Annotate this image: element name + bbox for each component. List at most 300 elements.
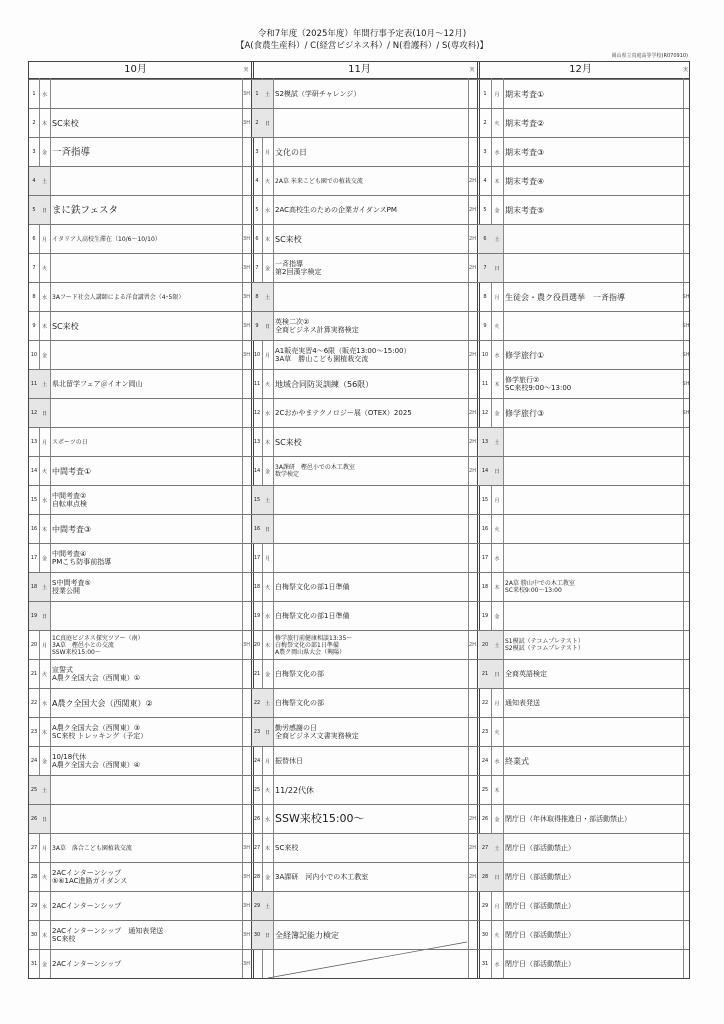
dec-jitsu-mark: [683, 805, 689, 833]
oct-weekday: 日: [39, 602, 50, 630]
jitsu-header-nov: 実: [469, 67, 475, 73]
dec-day-number: 23: [481, 729, 489, 735]
nov-event-text: 2A草 米来こども園での植栽交流: [275, 177, 363, 185]
dec-weekday: 火: [494, 932, 500, 939]
dec-weekday: 月: [494, 497, 500, 504]
nov-event-text: [273, 486, 468, 514]
nov-day-number: 23: [252, 718, 262, 746]
oct-day-number: 16: [30, 526, 38, 532]
oct-weekday: 木: [41, 932, 47, 939]
dec-event-text: 期末考査④: [505, 176, 545, 186]
table-row: [29, 920, 689, 949]
oct-weekday: 金: [41, 961, 47, 968]
oct-weekday: 土: [39, 370, 50, 398]
dec-event-text: 期末考査③: [505, 147, 545, 157]
oct-weekday: 月: [41, 845, 47, 852]
dec-weekday: 水: [494, 149, 500, 156]
nov-event-text: 2Cおかやまテクノロジー展（OTEX）2025: [275, 409, 412, 417]
nov-jitsu-mark: 2H: [469, 874, 476, 880]
schedule-table: [28, 61, 690, 979]
oct-day-number: 22: [30, 700, 38, 706]
table-row: [29, 166, 689, 195]
oct-jitsu-mark: [242, 486, 251, 514]
dec-jitsu-mark: [683, 747, 689, 775]
dec-jitsu-mark: [683, 544, 689, 572]
nov-jitsu-mark: 2H: [469, 468, 476, 474]
dec-weekday: 月: [494, 700, 500, 707]
nov-jitsu-mark: [468, 602, 477, 630]
dec-weekday: 木: [494, 178, 500, 185]
dec-event-text: 修学旅行③: [505, 408, 545, 418]
dec-jitsu-mark: [683, 689, 689, 717]
dec-day-number: 31: [481, 961, 489, 967]
dec-event-text: [503, 428, 683, 456]
oct-day-number: 26: [29, 805, 39, 833]
oct-day-number: 10: [30, 352, 38, 358]
dec-jitsu-mark: [683, 515, 689, 543]
dec-jitsu-mark: [683, 718, 689, 746]
nov-event-text: 文化の日: [275, 147, 307, 157]
dec-event-text: 期末考査②: [505, 118, 545, 128]
table-row: [29, 514, 689, 543]
dec-jitsu-mark: [683, 486, 689, 514]
table-row: [29, 833, 689, 862]
oct-jitsu-mark: [242, 747, 251, 775]
dec-jitsu-mark: [683, 921, 689, 949]
nov-day-number: 7: [255, 265, 259, 271]
oct-day-number: 25: [29, 776, 39, 804]
oct-weekday: 日: [39, 805, 50, 833]
oct-day-number: 20: [30, 642, 38, 648]
nov-day-number: 20: [253, 642, 261, 648]
nov-day-number: 14: [253, 468, 261, 474]
table-row: [29, 108, 689, 137]
oct-jitsu-mark: 3H: [243, 845, 250, 851]
oct-jitsu-mark: [242, 370, 251, 398]
dec-weekday: 日: [491, 457, 503, 485]
nov-day-number: 28: [253, 874, 261, 880]
table-row: [29, 862, 689, 891]
oct-event-text: 中間考査④ PMこち防事前指導: [52, 550, 112, 566]
oct-weekday: 土: [39, 573, 50, 601]
dec-weekday: 金: [494, 613, 500, 620]
dec-weekday: 木: [494, 381, 500, 388]
dec-event-text: 期末考査⑤: [505, 205, 545, 215]
oct-day-number: 15: [30, 497, 38, 503]
nov-weekday: 火: [264, 178, 270, 185]
oct-event-text: 10/18代休 A農ク全国大会（西関東）④: [52, 753, 141, 769]
nov-day-number: 17: [253, 555, 261, 561]
dec-jitsu-mark: [683, 573, 689, 601]
oct-weekday: 水: [41, 497, 47, 504]
oct-weekday: 木: [41, 120, 47, 127]
table-row: [29, 717, 689, 746]
dec-day-number: 9: [483, 323, 487, 329]
oct-event-text: [50, 776, 242, 804]
nov-day-number: 4: [255, 178, 259, 184]
nov-event-text: 地域合同防災訓練（56限）: [275, 379, 374, 389]
month-header-oct: 10月: [124, 64, 147, 75]
oct-day-number: 17: [30, 555, 38, 561]
dec-jitsu-mark: [683, 80, 689, 108]
dec-event-text: 通知表発送: [505, 699, 540, 707]
oct-day-number: 9: [32, 323, 36, 329]
dec-day-number: 25: [481, 787, 489, 793]
oct-weekday: 金: [41, 555, 47, 562]
nov-weekday: 日: [262, 515, 273, 543]
nov-weekday: 金: [264, 671, 270, 678]
dec-jitsu-mark: [683, 196, 689, 224]
nov-weekday: 土: [262, 80, 273, 108]
nov-event-text: 11/22代休: [275, 785, 315, 795]
table-row: [29, 688, 689, 717]
oct-event-text: 2ACインターンシップ ⑤⑥1AC進路ガイダンス: [52, 869, 128, 885]
nov-weekday: 木: [264, 845, 270, 852]
nov-event-text: 白梅祭文化の部1日準備: [275, 612, 350, 620]
dec-event-text: [503, 486, 683, 514]
nov-jitsu-mark: [468, 283, 477, 311]
nov-day-number: 24: [253, 758, 261, 764]
nov-jitsu-mark: 2H: [469, 410, 476, 416]
oct-jitsu-mark: [242, 167, 251, 195]
document-subtitle: 【A(食農生産科）/ C(経営ビジネス科）/ N(看護科）/ S(専攻科)】: [235, 41, 489, 51]
table-row: [29, 891, 689, 920]
nov-weekday: 月: [264, 149, 270, 156]
nov-weekday: 水: [264, 207, 270, 214]
nov-weekday: 木: [264, 439, 270, 446]
nov-event-text: SSW来校15:00～: [275, 812, 365, 825]
nov-event-text: 白梅祭文化の部1日準備: [275, 583, 350, 591]
nov-weekday: 日: [262, 921, 273, 949]
nov-jitsu-mark: [468, 486, 477, 514]
nov-weekday: 月: [264, 758, 270, 765]
dec-weekday: 土: [491, 631, 503, 659]
dec-day-number: 3: [483, 149, 487, 155]
nov-day-number: 29: [252, 892, 262, 920]
oct-event-text: 中間考査①: [52, 466, 92, 476]
oct-event-text: [50, 167, 242, 195]
dec-day-number: 13: [479, 428, 491, 456]
oct-day-number: 27: [30, 845, 38, 851]
oct-weekday: 日: [39, 196, 50, 224]
nov-day-number: 18: [253, 584, 261, 590]
table-row: [29, 949, 689, 978]
oct-event-text: [50, 805, 242, 833]
dec-weekday: 木: [494, 584, 500, 591]
dec-jitsu-mark: SH: [682, 294, 690, 300]
jitsu-header-oct: 実: [243, 67, 249, 73]
oct-jitsu-mark: 3H: [243, 294, 250, 300]
nov-jitsu-mark: [468, 312, 477, 340]
dec-jitsu-mark: [683, 950, 689, 978]
nov-event-text: 白梅祭文化の部: [275, 670, 324, 678]
dec-event-text: 全商英語検定: [505, 670, 547, 678]
dec-weekday: 火: [494, 120, 500, 127]
table-row: [29, 253, 689, 282]
table-row: [29, 224, 689, 253]
table-row: [29, 311, 689, 340]
dec-event-text: [503, 602, 683, 630]
dec-event-text: 閉庁日（部活動禁止）: [505, 873, 575, 881]
oct-event-text: A農ク全国大会（西関東）③ SC来校 トレッキング（予定）: [52, 724, 148, 740]
oct-event-text: SC来校: [52, 321, 79, 331]
dec-event-text: 閉庁日（年休取得推進日・部活動禁止）: [505, 815, 631, 823]
oct-event-text: 県北留学フェア＠イオン岡山: [52, 380, 143, 388]
dec-event-text: 閉庁日（部活動禁止）: [505, 844, 575, 852]
oct-event-text: 宣誓式 A農ク全国大会（西関東）①: [52, 666, 141, 682]
table-row: [29, 775, 689, 804]
table-row: [29, 659, 689, 688]
dec-jitsu-mark: [683, 254, 689, 282]
oct-event-text: A農ク全国大会（西関東）②: [52, 698, 153, 708]
dec-day-number: 29: [481, 903, 489, 909]
oct-event-text: イタリア人高校生滞在（10/6～10/10）: [52, 235, 161, 243]
oct-day-number: 18: [29, 573, 39, 601]
dec-jitsu-mark: [683, 776, 689, 804]
nov-day-number: 19: [253, 613, 261, 619]
oct-weekday: 月: [41, 236, 47, 243]
month-header-nov: 11月: [348, 64, 371, 75]
dec-day-number: 19: [481, 613, 489, 619]
oct-event-text: 一斉指導: [52, 146, 91, 158]
dec-day-number: 26: [481, 816, 489, 822]
dec-day-number: 1: [483, 91, 487, 97]
oct-event-text: [50, 254, 242, 282]
dec-weekday: 日: [491, 863, 503, 891]
dec-jitsu-mark: [683, 457, 689, 485]
oct-event-text: [50, 602, 242, 630]
nov-day-number: 30: [252, 921, 262, 949]
dec-event-text: 修学旅行①: [505, 350, 545, 360]
dec-jitsu-mark: SH: [682, 323, 690, 329]
dec-event-text: 閉庁日（部活動禁止）: [505, 902, 575, 910]
nov-event-text: [273, 109, 468, 137]
oct-day-number: 11: [29, 370, 39, 398]
oct-weekday: 木: [41, 729, 47, 736]
oct-jitsu-mark: [242, 660, 251, 688]
nov-day-number: 13: [253, 439, 261, 445]
nov-event-text: SC来校: [275, 844, 299, 852]
oct-jitsu-mark: 3H: [243, 961, 250, 967]
oct-day-number: 29: [30, 903, 38, 909]
oct-jitsu-mark: 3H: [243, 352, 250, 358]
nov-event-text: 修学旅行前健康相談13:35～ 白梅祭文化の部1日準備 A農ク岡山県大会（興陽）: [275, 634, 353, 656]
month-header-dec: 12月: [569, 64, 592, 75]
oct-weekday: 金: [41, 758, 47, 765]
nov-day-number: 9: [252, 312, 262, 340]
dec-day-number: 28: [479, 863, 491, 891]
nov-weekday: 木: [264, 236, 270, 243]
oct-jitsu-mark: [242, 718, 251, 746]
dec-day-number: 5: [483, 207, 487, 213]
dec-weekday: 木: [494, 787, 500, 794]
dec-weekday: 火: [494, 526, 500, 533]
nov-event-text: [273, 283, 468, 311]
table-row: [29, 195, 689, 224]
nov-weekday: 日: [262, 109, 273, 137]
oct-event-text: スポーツの日: [52, 438, 88, 446]
nov-day-number: 5: [255, 207, 259, 213]
dec-weekday: 水: [494, 352, 500, 359]
dec-jitsu-mark: SH: [682, 352, 690, 358]
oct-weekday: 火: [41, 468, 47, 475]
oct-day-number: 31: [30, 961, 38, 967]
oct-weekday: 月: [41, 439, 47, 446]
oct-day-number: 6: [32, 236, 36, 242]
nov-jitsu-mark: [468, 892, 477, 920]
oct-event-text: S中間考査⑤ 授業公開: [52, 579, 91, 595]
nov-day-number: 27: [253, 845, 261, 851]
dec-day-number: 18: [481, 584, 489, 590]
nov-weekday: 金: [264, 468, 270, 475]
nov-jitsu-mark: [468, 573, 477, 601]
nov-jitsu-mark: [468, 747, 477, 775]
nov-day-number: 22: [252, 689, 262, 717]
oct-event-text: 中間考査② 自転車点検: [52, 492, 87, 508]
school-name: 岡山県立真庭高等学校(R070910): [611, 53, 688, 59]
oct-jitsu-mark: 3H: [243, 323, 250, 329]
nov-day-number: 16: [252, 515, 262, 543]
dec-jitsu-mark: SH: [682, 381, 690, 387]
nov-event-text: 3A課研 河内小での木工教室: [275, 873, 369, 881]
oct-day-number: 24: [30, 758, 38, 764]
nov-jitsu-mark: 2H: [469, 265, 476, 271]
dec-day-number: 17: [481, 555, 489, 561]
dec-jitsu-mark: [683, 167, 689, 195]
dec-weekday: 土: [491, 225, 503, 253]
table-row: [29, 543, 689, 572]
table-row: [29, 572, 689, 601]
oct-day-number: 7: [32, 265, 36, 271]
dec-weekday: 水: [494, 555, 500, 562]
nov-jitsu-mark: [468, 921, 477, 949]
dec-weekday: 月: [494, 903, 500, 910]
dec-day-number: 7: [479, 254, 491, 282]
dec-day-number: 15: [481, 497, 489, 503]
nov-jitsu-mark: 2H: [469, 207, 476, 213]
nov-jitsu-mark: 2H: [469, 178, 476, 184]
nov-event-text: 一斉指導 第2回漢字検定: [275, 260, 322, 276]
oct-day-number: 30: [30, 932, 38, 938]
oct-weekday: 水: [41, 91, 47, 98]
oct-weekday: 水: [41, 294, 47, 301]
oct-weekday: 火: [41, 265, 47, 272]
nov-weekday: 水: [264, 410, 270, 417]
oct-event-text: 2ACインターンシップ: [52, 960, 122, 968]
oct-jitsu-mark: [242, 805, 251, 833]
dec-jitsu-mark: [683, 631, 689, 659]
dec-day-number: 24: [481, 758, 489, 764]
dec-day-number: 27: [479, 834, 491, 862]
nov-day-number: 15: [252, 486, 262, 514]
oct-weekday: 水: [41, 700, 47, 707]
nov-day-number: 12: [253, 410, 261, 416]
dec-weekday: 日: [491, 254, 503, 282]
nov-day-number: 25: [253, 787, 261, 793]
nov-weekday: 金: [264, 874, 270, 881]
oct-event-text: まに鉄フェスタ: [52, 204, 119, 216]
dec-jitsu-mark: SH: [682, 410, 690, 416]
oct-event-text: [50, 80, 242, 108]
dec-day-number: 8: [483, 294, 487, 300]
oct-jitsu-mark: [242, 138, 251, 166]
table-row: [29, 79, 689, 108]
oct-day-number: 1: [32, 91, 36, 97]
dec-event-text: [503, 312, 683, 340]
nov-weekday: 火: [264, 381, 270, 388]
table-row: [29, 601, 689, 630]
table-row: [29, 804, 689, 833]
table-row: [29, 369, 689, 398]
oct-jitsu-mark: 3H: [243, 932, 250, 938]
nov-jitsu-mark: [468, 718, 477, 746]
dec-day-number: 12: [481, 410, 489, 416]
oct-weekday: 金: [41, 352, 47, 359]
oct-jitsu-mark: [242, 428, 251, 456]
oct-jitsu-mark: 3H: [243, 642, 250, 648]
dec-event-text: 修学旅行② SC来校9:00～13:00: [505, 376, 572, 392]
nov-day-number: 6: [255, 236, 259, 242]
oct-day-number: 21: [30, 671, 38, 677]
dec-day-number: 16: [481, 526, 489, 532]
oct-jitsu-mark: 3H: [243, 874, 250, 880]
dec-jitsu-mark: [683, 138, 689, 166]
oct-jitsu-mark: [242, 776, 251, 804]
nov-jitsu-mark: [468, 515, 477, 543]
nov-event-text: 3A課研 樫邑小での木工教室 数学検定: [275, 464, 355, 478]
nov-day-number: 11: [253, 381, 261, 387]
oct-event-text: 中間考査③: [52, 524, 92, 534]
nov-jitsu-mark: [468, 660, 477, 688]
oct-day-number: 8: [32, 294, 36, 300]
dec-event-text: S1模試（テコムプレテスト） S2模試（テコムプレテスト）: [505, 638, 584, 652]
oct-weekday: 土: [39, 776, 50, 804]
jitsu-header-dec: 実: [682, 67, 688, 73]
oct-jitsu-mark: [242, 399, 251, 427]
oct-day-number: 13: [30, 439, 38, 445]
dec-weekday: 月: [494, 294, 500, 301]
table-row: [29, 427, 689, 456]
dec-weekday: 金: [494, 816, 500, 823]
nov-jitsu-mark: 2H: [469, 236, 476, 242]
nov-event-text: SC来校: [275, 234, 302, 244]
oct-jitsu-mark: 3H: [243, 91, 250, 97]
dec-weekday: 水: [494, 961, 500, 968]
oct-jitsu-mark: [242, 544, 251, 572]
nov-weekday: 月: [264, 555, 270, 562]
nov-weekday: 火: [264, 584, 270, 591]
dec-day-number: 22: [481, 700, 489, 706]
dec-event-text: 閉庁日（部活動禁止）: [505, 931, 575, 939]
oct-event-text: [50, 341, 242, 369]
nov-jitsu-mark: 2H: [469, 352, 476, 358]
nov-jitsu-mark: 2H: [469, 816, 476, 822]
nov-day-number: 21: [253, 671, 261, 677]
dec-jitsu-mark: [683, 428, 689, 456]
oct-event-text: 2ACインターンシップ 通知表発送 SC来校: [52, 927, 164, 943]
nov-event-text: A1販売実習4～6限（販売13:00～15:00） 3A草 勝山こども園植栽交流: [275, 347, 411, 363]
dec-day-number: 4: [483, 178, 487, 184]
dec-event-text: [503, 718, 683, 746]
nov-day-number: 3: [255, 149, 259, 155]
dec-event-text: [503, 254, 683, 282]
oct-jitsu-mark: 3H: [243, 903, 250, 909]
nov-jitsu-mark: [468, 138, 477, 166]
oct-day-number: 28: [30, 874, 38, 880]
oct-jitsu-mark: [242, 515, 251, 543]
nov-jitsu-mark: [468, 776, 477, 804]
dec-jitsu-mark: [683, 109, 689, 137]
